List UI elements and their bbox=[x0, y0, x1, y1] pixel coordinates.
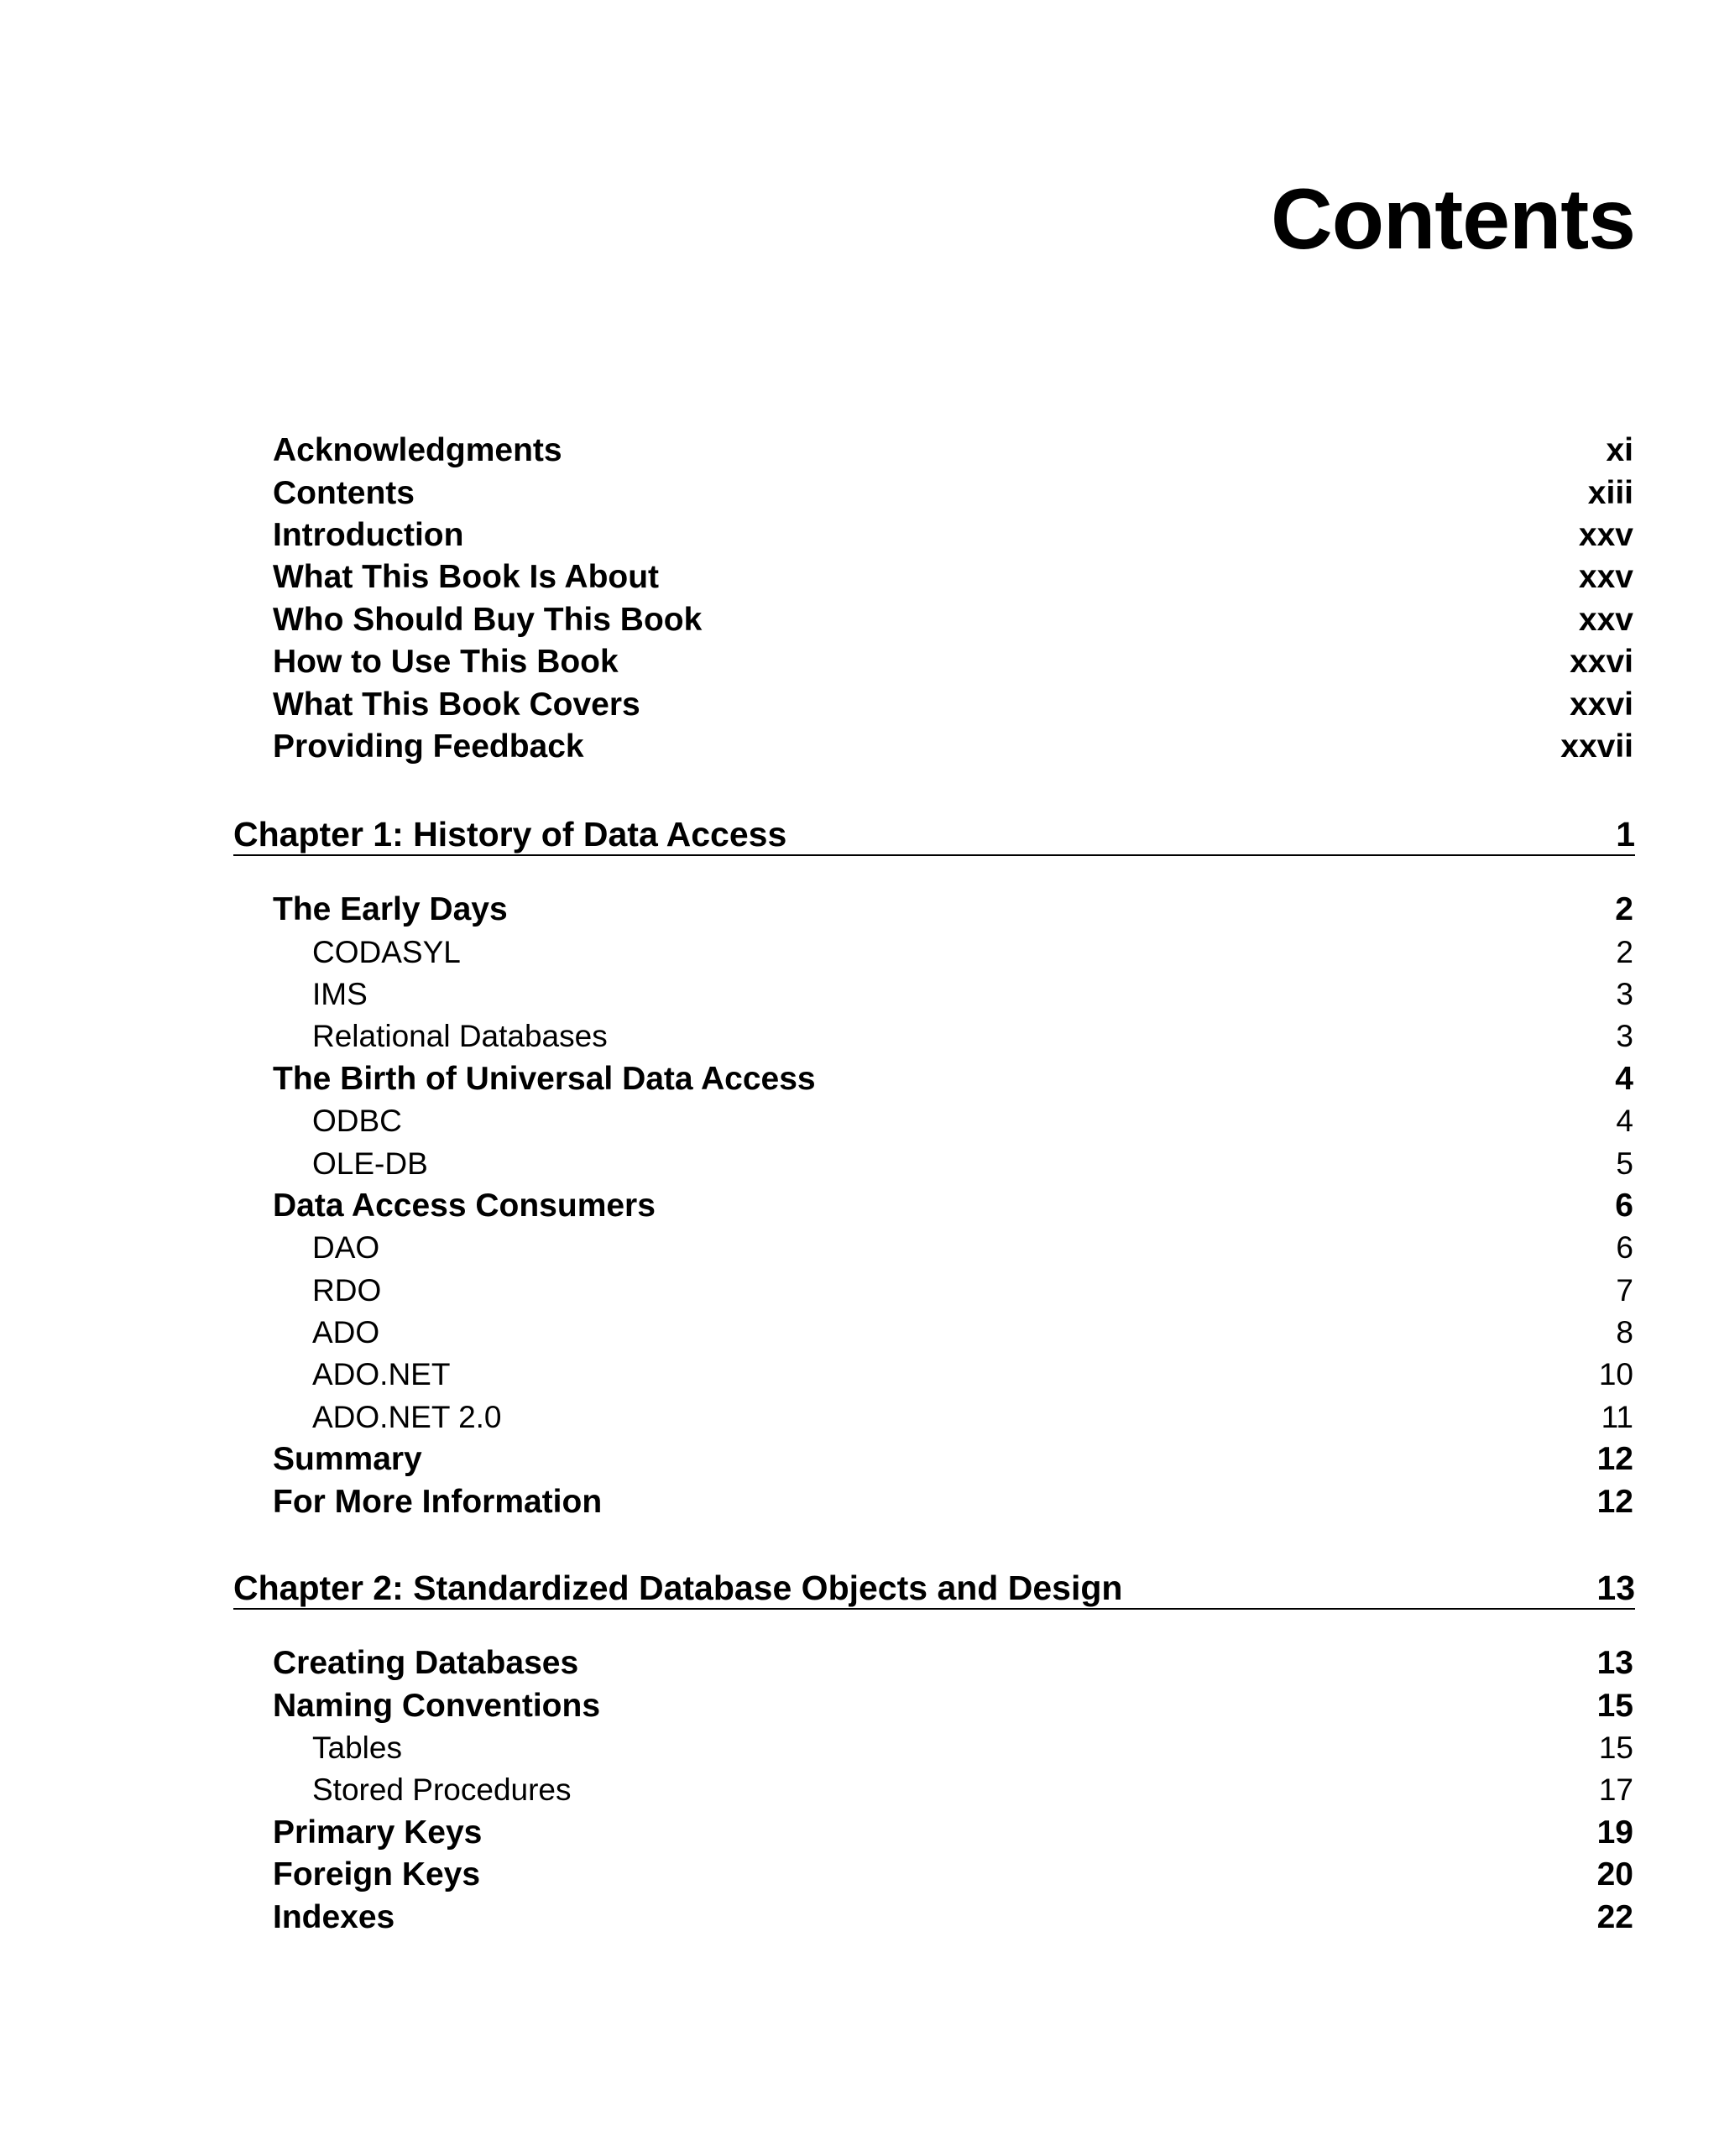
toc-entry-page: xxvi bbox=[1570, 644, 1633, 681]
toc-entry[interactable] bbox=[0, 599, 1719, 641]
toc-entry-page: 20 bbox=[1596, 1856, 1633, 1893]
chapter-heading[interactable] bbox=[233, 1561, 1635, 1610]
toc-entry-page: 19 bbox=[1596, 1814, 1633, 1851]
front-matter-list bbox=[0, 430, 1719, 768]
toc-entry-label: What This Book Is About bbox=[273, 559, 660, 596]
toc-entry-label: For More Information bbox=[273, 1483, 603, 1520]
toc-entry-page: xxv bbox=[1578, 559, 1633, 596]
toc-subentry[interactable] bbox=[0, 931, 1719, 973]
toc-entry-label: RDO bbox=[312, 1272, 382, 1308]
toc-entry-page: 22 bbox=[1596, 1898, 1633, 1935]
toc-entry[interactable] bbox=[0, 1896, 1719, 1938]
toc-entry[interactable] bbox=[0, 472, 1719, 514]
toc-entry-label: Providing Feedback bbox=[273, 728, 584, 765]
toc-entry-page: xi bbox=[1606, 432, 1633, 469]
toc-entry-page: xxvii bbox=[1560, 728, 1633, 765]
toc-entry-page: 10 bbox=[1598, 1357, 1633, 1392]
toc-entry-label: Acknowledgments bbox=[273, 432, 562, 469]
toc-entry[interactable] bbox=[0, 1812, 1719, 1854]
toc-entry-label: Contents bbox=[273, 474, 415, 511]
toc-entry-label: CODASYL bbox=[312, 934, 461, 969]
toc-subentry[interactable] bbox=[0, 1312, 1719, 1354]
toc-entry[interactable] bbox=[0, 514, 1719, 556]
toc-entry-page: 17 bbox=[1598, 1772, 1633, 1808]
toc-entry[interactable] bbox=[0, 1058, 1719, 1100]
toc-entry-label: What This Book Covers bbox=[273, 686, 640, 723]
chapter-title: Chapter 2: Standardized Database Objects and Design bbox=[233, 1568, 1123, 1607]
toc-entry-label: The Birth of Universal Data Access bbox=[273, 1060, 816, 1097]
toc-entry-page: 6 bbox=[1615, 1187, 1633, 1224]
toc-entry[interactable] bbox=[0, 889, 1719, 931]
toc-subentry[interactable] bbox=[0, 1100, 1719, 1142]
toc-entry-label: Creating Databases bbox=[273, 1645, 579, 1682]
toc-entry-label: Tables bbox=[312, 1730, 402, 1765]
toc-entry-label: ADO.NET 2.0 bbox=[312, 1399, 502, 1434]
toc-entry-page: 2 bbox=[1615, 891, 1633, 928]
toc-entry-label: Relational Databases bbox=[312, 1019, 608, 1054]
toc-entry-page: 6 bbox=[1616, 1230, 1633, 1266]
page-title: Contents bbox=[1271, 171, 1635, 267]
toc-entry-page: 11 bbox=[1601, 1399, 1633, 1434]
toc-entry-page: 4 bbox=[1615, 1060, 1633, 1097]
chapter-heading[interactable] bbox=[233, 807, 1635, 856]
toc-entry-label: Indexes bbox=[273, 1898, 395, 1935]
toc-entry-page: xiii bbox=[1587, 474, 1633, 511]
toc-entry-label: Foreign Keys bbox=[273, 1856, 481, 1893]
toc-entry[interactable] bbox=[0, 1185, 1719, 1227]
toc-entry-label: How to Use This Book bbox=[273, 644, 619, 681]
toc-entry-page: xxv bbox=[1578, 601, 1633, 638]
toc-entry-label: Who Should Buy This Book bbox=[273, 601, 703, 638]
toc-entry-label: Introduction bbox=[273, 516, 464, 553]
toc-subentry[interactable] bbox=[0, 974, 1719, 1015]
toc-subentry[interactable] bbox=[0, 1270, 1719, 1312]
chapter-page: 13 bbox=[1596, 1568, 1635, 1607]
toc-entry-page: xxv bbox=[1578, 516, 1633, 553]
toc-subentry[interactable] bbox=[0, 1142, 1719, 1184]
toc-entry[interactable] bbox=[0, 683, 1719, 725]
toc-entry-label: The Early Days bbox=[273, 891, 508, 928]
toc-subentry[interactable] bbox=[0, 1396, 1719, 1438]
toc-entry-label: Primary Keys bbox=[273, 1814, 483, 1851]
toc-entry-page: 8 bbox=[1616, 1315, 1633, 1350]
toc-entry-page: 7 bbox=[1616, 1272, 1633, 1308]
toc-entry-page: 15 bbox=[1596, 1687, 1633, 1724]
toc-entry-page: 5 bbox=[1616, 1146, 1633, 1181]
toc-entry-page: 3 bbox=[1616, 1019, 1633, 1054]
toc-entry-page: 4 bbox=[1616, 1104, 1633, 1139]
toc-subentry[interactable] bbox=[0, 1727, 1719, 1769]
toc-entry-label: Data Access Consumers bbox=[273, 1187, 656, 1224]
toc-entry-page: xxvi bbox=[1570, 686, 1633, 723]
toc-entry[interactable] bbox=[0, 1480, 1719, 1522]
toc-entry-label: ADO bbox=[312, 1315, 380, 1350]
toc-entry[interactable] bbox=[0, 1438, 1719, 1480]
toc-entry[interactable] bbox=[0, 1854, 1719, 1896]
toc-entry-label: Summary bbox=[273, 1441, 422, 1478]
toc-entry[interactable] bbox=[0, 1684, 1719, 1726]
toc-subentry[interactable] bbox=[0, 1227, 1719, 1269]
toc-entry-label: Stored Procedures bbox=[312, 1772, 572, 1808]
toc-entry[interactable] bbox=[0, 641, 1719, 683]
toc-entry-page: 15 bbox=[1598, 1730, 1633, 1765]
toc-entry-page: 2 bbox=[1616, 934, 1633, 969]
toc-entry-page: 12 bbox=[1596, 1441, 1633, 1478]
chapter-title: Chapter 1: History of Data Access bbox=[233, 814, 787, 854]
toc-entry[interactable] bbox=[0, 556, 1719, 598]
toc-subentry[interactable] bbox=[0, 1015, 1719, 1057]
chapter-page: 1 bbox=[1616, 814, 1635, 854]
toc-entry-label: ADO.NET bbox=[312, 1357, 451, 1392]
toc-entry-page: 12 bbox=[1596, 1483, 1633, 1520]
toc-entry-label: IMS bbox=[312, 976, 368, 1011]
toc-entry-label: OLE-DB bbox=[312, 1146, 428, 1181]
chapter-1-entries bbox=[0, 889, 1719, 1523]
toc-entry-page: 3 bbox=[1616, 976, 1633, 1011]
toc-entry[interactable] bbox=[0, 430, 1719, 472]
toc-entry-page: 13 bbox=[1596, 1645, 1633, 1682]
toc-entry-label: ODBC bbox=[312, 1104, 402, 1139]
toc-subentry[interactable] bbox=[0, 1769, 1719, 1811]
toc-entry-label: Naming Conventions bbox=[273, 1687, 601, 1724]
toc-subentry[interactable] bbox=[0, 1354, 1719, 1396]
chapter-2-entries bbox=[0, 1642, 1719, 1939]
toc-entry[interactable] bbox=[0, 1642, 1719, 1684]
toc-entry[interactable] bbox=[0, 726, 1719, 768]
toc-entry-label: DAO bbox=[312, 1230, 380, 1266]
